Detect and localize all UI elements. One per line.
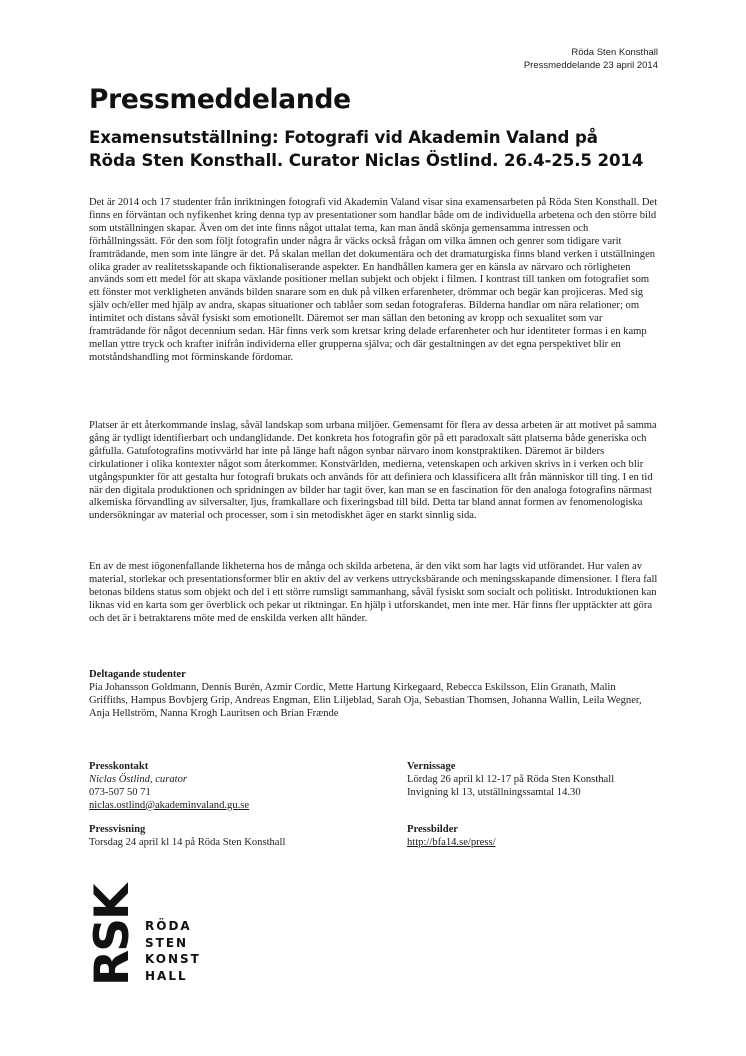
press-viewing-heading: Pressvisning — [89, 824, 146, 835]
logo-word-konst: KONST — [145, 952, 201, 966]
rsk-logo-wordmark — [145, 918, 201, 984]
students-heading: Deltagande studenter — [89, 669, 186, 680]
press-viewing-text: Torsdag 24 april kl 14 på Röda Sten Konsthall — [89, 836, 286, 848]
rsk-logo-letters: RSK — [85, 885, 140, 986]
rsk-logo — [85, 878, 208, 990]
logo-word-hall: HALL — [145, 968, 188, 983]
vernissage-line-1: Lördag 26 april kl 12-17 på Röda Sten Konsthall — [407, 773, 615, 785]
press-contact-name: Niclas Östlind, curator — [89, 773, 187, 785]
press-contact-phone: 073-507 50 71 — [89, 786, 151, 798]
body-paragraph-3: En av de mest iögonenfallande likheterna hos de många och skilda arbetena, är den vikt som har lagts vid utförandet. Hur valen av material, storlekar och presentationsformer blir en aktiv del av verkens uttrycksbärande och meningsskapande dimensioner. I flera fall betonas bildens status som objekt och del i ett större rumsligt sammanhang, såväl fysiskt som socialt och politiskt. Introduktionen kan liknas vid en karta som ger överblick och pekar ut riktningar. En hjälp i utforskandet, men inte mer. Här finns fler upptäckter att göra och det är i betraktarens möte med de enskilda verken allt händer. — [89, 561, 658, 624]
press-contact-block — [89, 761, 249, 813]
release-date: Pressmeddelande 23 april 2014 — [523, 60, 658, 71]
press-images-block — [407, 824, 496, 850]
page-title: Pressmeddelande — [89, 84, 351, 115]
press-viewing-block — [89, 824, 285, 850]
org-name: Röda Sten Konsthall — [571, 47, 658, 58]
press-contact-heading: Presskontakt — [89, 761, 149, 772]
document-header — [524, 46, 658, 72]
vernissage-line-2: Invigning kl 13, utställningssamtal 14.30 — [407, 786, 581, 798]
students-list: Pia Johansson Goldmann, Dennis Burén, Azmir Cordic, Mette Hartung Kirkegaard, Rebecca Eskilsson, Elin Granath, Malin Griffiths, Hampus Bovbjerg Grip, Andreas Engman, Elin Liljeblad, Sarah Oja, Sebastian Thomsen, Johanna Wallin, Leila Wegner, Anja Hellström, Nanna Krogh Lauritsen och Brian Frænde — [89, 682, 642, 719]
press-images-heading: Pressbilder — [407, 824, 459, 835]
press-images-link[interactable]: http://bfa14.se/press/ — [407, 836, 496, 848]
vernissage-block — [407, 761, 614, 800]
logo-word-sten: STEN — [145, 935, 189, 950]
logo-word-roda: RÖDA — [145, 919, 192, 933]
vernissage-heading: Vernissage — [407, 761, 456, 772]
press-contact-email-link[interactable]: niclas.ostlind@akademinvaland.gu.se — [89, 799, 250, 811]
body-paragraph-2: Platser är ett återkommande inslag, såväl landskap som urbana miljöer. Gemensamt för flera av dessa arbeten är att motivet på samma gång är tydligt identifierbart och undanglidande. Det konkreta hos fotografin gör på ett paradoxalt sätt platserna både generiska och gåtfulla. Gatufotografins motivvärld har inte på länge haft någon synbar närvaro inom konstpraktiken. Däremot är bilders cirkulationer i olika kontexter något som återkommer. Konstvärlden, medierna, vetenskapen och arkiven skrivs in i verken och blir utgångspunkter för att gestalta hur fotografi brukats och används för att definiera och klassificera allt från människor till ting. I en tid när den digitala produktionen och spridningen av bilder har tagit över, kan man se en fascination för den analoga fotografins närmast alkemiska förvandling av silversalter, ljus, framkallare och fixeringsbad till bild. Detta tar bland annat formen av fenomenologiska undersökningar av material och processer, som i sin metodiskhet äger en starkt sinnlig sida. — [89, 420, 657, 522]
body-paragraph-1: Det är 2014 och 17 studenter från inriktningen fotografi vid Akademin Valand visar sina examensarbeten på Röda Sten Konsthall. Det finns en förväntan och nyfikenhet kring denna typ av presentationer som handlar både om de individuella arbetena och den större bild som utställningen skapar. Även om det inte finns något uttalat tema, kan man ändå skönja gemensamma intressen och förhållningssätt. För den som följt fotografin under några år väcks också frågan om vilka ämnen och genrer som tidigare varit framträdande, men som inte längre är det. På skalan mellan det dokumentära och det dramaturgiska finns bland verken i utställningen olika grader av realitetsskapande och fiktionaliserande aspekter. En handhållen kamera ger en känsla av närvaro och rörligheten används som ett medel för att skapa växlande positioner mellan subjekt och objekt i filmen. I kontrast till tanken om fotografiet som ett fönster mot verkligheten används bilden snarare som en duk på vilken erfarenheter, drömmar och begär kan projiceras. Med sig själv och/eller med hjälp av andra, skapas situationer och tablåer som sedan fotograferas. Bilderna handlar om nära relationer; om intimitet och distans såväl fysiskt som emotionellt. Däremot ser man sällan den betoning av kropp och sexualitet som var framträdande för något decennium sedan. Här finns verk som kretsar kring delade erfarenheter och hur identiteter formas i en kamp mellan yttre tryck och krafter inifrån individerna eller grupperna själva; och där gestaltningen av det egna perspektivet blir en motståndshandling mot förminskande fördomar. — [89, 197, 658, 363]
page-subtitle: Examensutställning: Fotografi vid Akademin Valand på Röda Sten Konsthall. Curator Niclas Östlind. 26.4-25.5 2014 — [89, 128, 644, 170]
rsk-logo-mark — [85, 878, 140, 986]
